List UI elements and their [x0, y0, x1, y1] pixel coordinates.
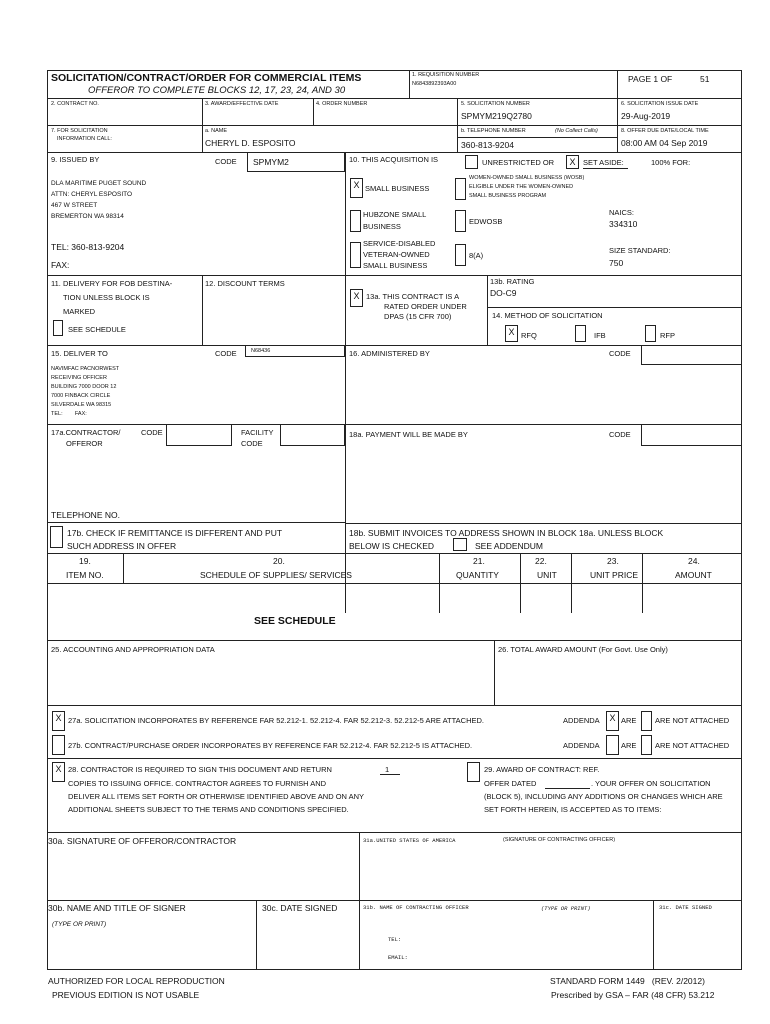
clause-28-line-2: COPIES TO ISSUING OFFICE. CONTRACTOR AGREES TO FURNISH AND	[68, 779, 327, 788]
addenda-27b-are-not-checkbox[interactable]	[641, 735, 652, 755]
delivery-label-3: MARKED	[63, 307, 96, 316]
clause-29-line-3: (BLOCK 5), INCLUDING ANY ADDITIONS OR CHANGES WHICH ARE	[484, 792, 723, 801]
solicitation-number[interactable]: SPMYM219Q2780	[461, 111, 532, 121]
footer-left-1: AUTHORIZED FOR LOCAL REPRODUCTION	[48, 976, 225, 986]
col24-number: 24.	[688, 556, 700, 566]
info-call-label-2: INFORMATION CALL:	[57, 136, 112, 142]
col20-number: 20.	[273, 556, 285, 566]
sdvosb-checkbox[interactable]	[350, 242, 361, 268]
addenda-27a-are-not-checkbox[interactable]	[641, 711, 652, 731]
clause-27b: 27b. CONTRACT/PURCHASE ORDER INCORPORATES BY REFERENCE FAR 52.212-4. FAR 52.212-5 IS ATTACHED.	[68, 741, 473, 750]
issued-by-code-label: CODE	[215, 157, 237, 166]
deliver-to-label: 15. DELIVER TO	[51, 349, 108, 358]
clause-29-checkbox[interactable]	[467, 762, 480, 782]
officer-email-label: EMAIL:	[388, 954, 408, 961]
unrestricted-label: UNRESTRICTED OR	[482, 158, 555, 167]
small-business-checkbox[interactable]: X	[350, 178, 363, 198]
col21-header: QUANTITY	[456, 570, 499, 580]
invoice-line-2: BELOW IS CHECKED	[349, 541, 435, 551]
col23-header: UNIT PRICE	[590, 570, 639, 580]
set-aside-percent: 100% FOR:	[651, 158, 691, 167]
issued-by-code: SPMYM2	[253, 157, 289, 167]
ifb-checkbox[interactable]	[575, 325, 586, 342]
deliver-to-line-2: RECEIVING OFFICER	[51, 375, 107, 381]
signer-name-label: 30b. NAME AND TITLE OF SIGNER	[48, 903, 186, 913]
addenda-27a-are-not-label: ARE NOT ATTACHED	[655, 716, 730, 725]
deliver-to-line-5: SILVERDALE WA 98315	[51, 402, 112, 408]
contractor-label-1: 17a.CONTRACTOR/	[51, 428, 121, 437]
issued-by-line-2: ATTN: CHERYL ESPOSITO	[51, 191, 133, 198]
solicitation-date-label: 6. SOLICITATION ISSUE DATE	[621, 101, 699, 107]
contract-no-label: 2. CONTRACT NO.	[51, 101, 99, 107]
ifb-label: IFB	[594, 331, 606, 340]
clause-29-line-4: SET FORTH HEREIN, IS ACCEPTED AS TO ITEMS:	[484, 805, 662, 814]
rated-order-line-1: 13a. THIS CONTRACT IS A	[366, 292, 460, 301]
payment-label: 18a. PAYMENT WILL BE MADE BY	[349, 430, 468, 439]
deliver-to-line-3: BUILDING 7000 DOOR 12	[51, 384, 117, 390]
issued-by-tel: TEL: 360-813-9204	[51, 242, 125, 252]
offeror-signature-label: 30a. SIGNATURE OF OFFEROR/CONTRACTOR	[48, 836, 237, 846]
clause-29-offer: . YOUR OFFER ON SOLICITATION	[591, 779, 711, 788]
contractor-code-box[interactable]	[166, 424, 232, 446]
administered-by-code-label: CODE	[609, 349, 631, 358]
addenda-27b-are-label: ARE	[621, 741, 637, 750]
info-call-label-1: 7. FOR SOLICITATION	[51, 128, 108, 134]
sdvosb-line-3: SMALL BUSINESS	[363, 261, 428, 270]
col22-header: UNIT	[537, 570, 557, 580]
deliver-to-line-4: 7000 FINBACK CIRCLE	[51, 393, 111, 399]
rfq-checkbox[interactable]: X	[505, 325, 518, 342]
form-title: SOLICITATION/CONTRACT/ORDER FOR COMMERCIAL ITEMS	[51, 72, 362, 84]
administered-by-code-box	[641, 345, 742, 365]
contractor-label-2: OFFEROR	[66, 439, 103, 448]
clause-28-line-3: DELIVER ALL ITEMS SET FORTH OR OTHERWISE IDENTIFIED ABOVE AND ON ANY	[68, 792, 365, 801]
footer-right-2: Prescribed by GSA – FAR (48 CFR) 53.212	[551, 990, 715, 1000]
contracting-officer-name-sub: (TYPE OR PRINT)	[541, 905, 591, 912]
clause-28-copies[interactable]: 1	[385, 765, 390, 774]
sdvosb-line-1: SERVICE-DISABLED	[363, 239, 436, 248]
rfp-label: RFP	[660, 331, 675, 340]
naics-value: 334310	[609, 219, 638, 229]
small-business-label: SMALL BUSINESS	[365, 184, 430, 193]
order-number-label: 4. ORDER NUMBER	[316, 101, 368, 107]
signer-name-sub: (TYPE OR PRINT)	[52, 921, 107, 928]
wosb-line-2: ELIGIBLE UNDER THE WOMEN-OWNED	[469, 184, 574, 190]
addenda-27a-are-label: ARE	[621, 716, 637, 725]
col20-header: SCHEDULE OF SUPPLIES/ SERVICES	[200, 570, 352, 580]
unrestricted-checkbox[interactable]	[465, 155, 478, 169]
set-aside-checkbox[interactable]: X	[566, 155, 579, 169]
see-schedule-note: SEE SCHEDULE	[254, 615, 336, 627]
contracting-officer-signature-field[interactable]	[363, 848, 738, 900]
addenda-27b-are-checkbox[interactable]	[606, 735, 619, 755]
rated-order-line-2: RATED ORDER UNDER	[384, 302, 467, 311]
issued-by-line-1: DLA MARITIME PUGET SOUND	[51, 180, 147, 187]
contracting-officer-name-label: 31b. NAME OF CONTRACTING OFFICER	[363, 904, 469, 911]
page-label: PAGE 1 OF	[628, 74, 673, 84]
remittance-checkbox[interactable]	[50, 526, 63, 548]
solicitation-number-label: 5. SOLICITATION NUMBER	[461, 101, 530, 107]
payment-code-label: CODE	[609, 430, 631, 439]
delivery-label-2: TION UNLESS BLOCK IS	[63, 293, 150, 302]
col19-number: 19.	[79, 556, 91, 566]
issued-by-fax: FAX:	[51, 260, 70, 270]
addenda-27a-label: ADDENDA	[563, 716, 600, 725]
see-addendum-label: SEE ADDENDUM	[475, 541, 544, 551]
hubzone-line-1: HUBZONE SMALL	[363, 210, 427, 219]
rated-order-line-3: DPAS (15 CFR 700)	[384, 312, 452, 321]
see-schedule-label: SEE SCHEDULE	[68, 325, 126, 334]
officer-tel-label: TEL:	[388, 936, 402, 943]
name-label: a. NAME	[205, 128, 228, 134]
total-award-label: 26. TOTAL AWARD AMOUNT (For Govt. Use Only)	[498, 645, 668, 654]
col23-number: 23.	[607, 556, 619, 566]
payment-code-box	[641, 424, 742, 446]
deliver-to-code-label: CODE	[215, 349, 237, 358]
edwosb-checkbox[interactable]	[455, 210, 466, 232]
clause-28-checkbox[interactable]: X	[52, 762, 65, 782]
col21-number: 21.	[473, 556, 485, 566]
deliver-to-line-6: TEL: FAX:	[51, 411, 87, 417]
requisition-number: N6843892393A00	[412, 81, 457, 87]
deliver-to-code: N68436	[251, 348, 271, 354]
addenda-27b-label: ADDENDA	[563, 741, 600, 750]
remittance-line-1: 17b. CHECK IF REMITTANCE IS DIFFERENT AND PUT	[67, 528, 283, 538]
clause-29-line-2: OFFER DATED	[484, 779, 537, 788]
due-date-label: 8. OFFER DUE DATE/LOCAL TIME	[621, 128, 709, 134]
footer-left-2: PREVIOUS EDITION IS NOT USABLE	[52, 990, 200, 1000]
clause-27b-checkbox[interactable]	[52, 735, 65, 755]
administered-by-label: 16. ADMINISTERED BY	[349, 349, 430, 358]
eight-a-label: 8(A)	[469, 251, 484, 260]
delivery-label-1: 11. DELIVERY FOR FOB DESTINA-	[51, 279, 173, 288]
usa-label: 31a.UNITED STATES OF AMERICA	[363, 837, 456, 844]
due-date[interactable]: 08:00 AM 04 Sep 2019	[621, 138, 708, 148]
award-date-label: 3. AWARD/EFFECTIVE DATE	[205, 101, 279, 107]
issued-by-line-3: 467 W STREET	[51, 202, 98, 209]
addenda-27b-are-not-label: ARE NOT ATTACHED	[655, 741, 730, 750]
acquisition-label: 10. THIS ACQUISITION IS	[349, 155, 439, 164]
footer-right-1: STANDARD FORM 1449 (REV. 2/2012)	[550, 976, 705, 986]
issued-by-line-4: BREMERTON WA 98314	[51, 213, 124, 220]
size-standard-value: 750	[609, 258, 624, 268]
issued-by-label: 9. ISSUED BY	[51, 155, 100, 164]
col24-header: AMOUNT	[675, 570, 712, 580]
facility-label-1: FACILITY	[241, 428, 274, 437]
clause-29-line-1: 29. AWARD OF CONTRACT: REF.	[484, 765, 600, 774]
size-standard-label: SIZE STANDARD:	[609, 246, 671, 255]
contact-phone[interactable]: 360-813-9204	[461, 140, 514, 150]
phone-note: (No Collect Calls)	[555, 128, 598, 134]
page-total: 51	[700, 74, 710, 84]
contact-name[interactable]: CHERYL D. ESPOSITO	[205, 138, 296, 148]
sdvosb-line-2: VETERAN-OWNED	[363, 250, 430, 259]
eight-a-checkbox[interactable]	[455, 244, 466, 266]
hubzone-line-2: BUSINESS	[363, 222, 401, 231]
col19-header: ITEM NO.	[66, 570, 104, 580]
wosb-checkbox[interactable]	[455, 178, 466, 200]
contractor-code-label: CODE	[141, 428, 163, 437]
offeror-signature-field[interactable]	[48, 848, 353, 900]
contracting-officer-signature-label: (SIGNATURE OF CONTRACTING OFFICER)	[503, 837, 616, 843]
deliver-to-line-1: NAVIMFAC PACNORWEST	[51, 366, 120, 372]
clause-27a: 27a. SOLICITATION INCORPORATES BY REFERENCE FAR 52.212-1. 52.212-4. FAR 52.212-3. 52.212-5 ARE ATTACHED.	[68, 716, 484, 725]
date-signed-label: 30c. DATE SIGNED	[262, 903, 338, 913]
rating-label: 13b. RATING	[490, 277, 535, 286]
rfq-label: RFQ	[521, 331, 537, 340]
rated-order-checkbox[interactable]: X	[350, 289, 363, 307]
accounting-label: 25. ACCOUNTING AND APPROPRIATION DATA	[51, 645, 215, 654]
requisition-label: 1. REQUISITION NUMBER	[412, 72, 480, 78]
see-schedule-checkbox[interactable]	[53, 320, 63, 336]
facility-code-box[interactable]	[280, 424, 345, 446]
solicitation-method-label: 14. METHOD OF SOLICITATION	[492, 311, 603, 320]
addenda-27a-are-checkbox[interactable]: X	[606, 711, 619, 731]
see-addendum-checkbox[interactable]	[453, 538, 467, 551]
hubzone-checkbox[interactable]	[350, 210, 361, 232]
rating-value: DO-C9	[490, 288, 517, 298]
naics-label: NAICS:	[609, 208, 635, 217]
set-aside-label: SET ASIDE:	[583, 158, 624, 167]
phone-label: b. TELEPHONE NUMBER	[461, 128, 526, 134]
wosb-line-3: SMALL BUSINESS PROGRAM	[469, 193, 547, 199]
telephone-label: TELEPHONE NO.	[51, 510, 120, 520]
facility-label-2: CODE	[241, 439, 263, 448]
clause-28-line-4: ADDITIONAL SHEETS SUBJECT TO THE TERMS AND CONDITIONS SPECIFIED.	[68, 805, 349, 814]
solicitation-date[interactable]: 29-Aug-2019	[621, 111, 671, 121]
edwosb-label: EDWOSB	[469, 217, 503, 226]
form-subtitle: OFFEROR TO COMPLETE BLOCKS 12, 17, 23, 24, AND 30	[88, 85, 346, 96]
clause-27a-checkbox[interactable]: X	[52, 711, 65, 731]
wosb-line-1: WOMEN-OWNED SMALL BUSINESS (WOSB)	[469, 175, 585, 181]
invoice-line-1: 18b. SUBMIT INVOICES TO ADDRESS SHOWN IN BLOCK 18a. UNLESS BLOCK	[349, 528, 664, 538]
discount-terms-label: 12. DISCOUNT TERMS	[205, 279, 285, 288]
clause-28-line-1: 28. CONTRACTOR IS REQUIRED TO SIGN THIS DOCUMENT AND RETURN	[68, 765, 332, 774]
rfp-checkbox[interactable]	[645, 325, 656, 342]
officer-date-signed-label: 31c. DATE SIGNED	[659, 904, 712, 911]
col22-number: 22.	[535, 556, 547, 566]
remittance-line-2: SUCH ADDRESS IN OFFER	[67, 541, 177, 551]
